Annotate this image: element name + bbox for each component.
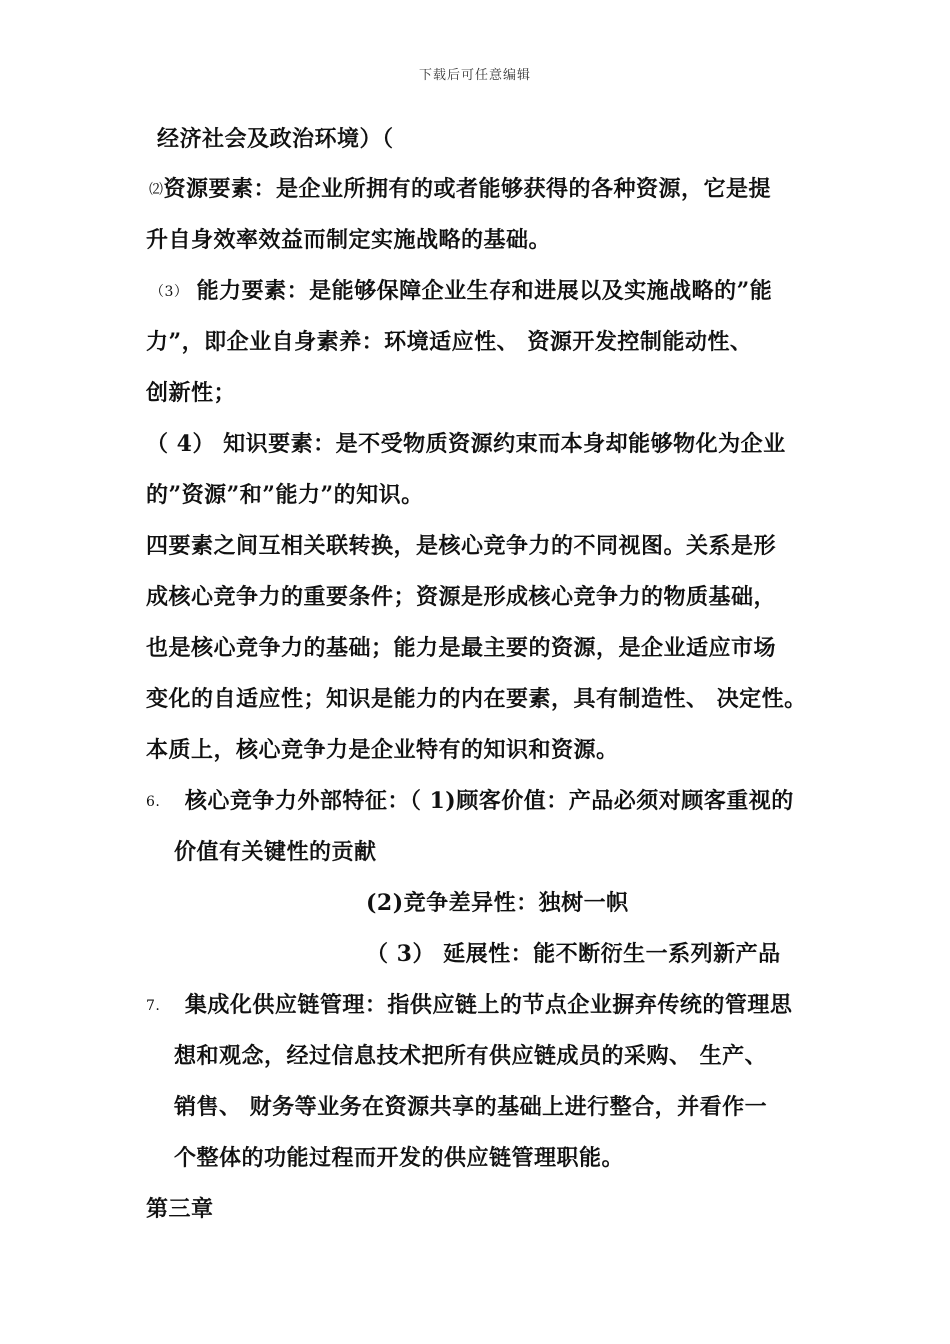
text-line: （ 3） 延展性：能不断衍生一系列新产品 [366, 941, 781, 967]
text-line: 核心竞争力外部特征：（ 1)顾客价值：产品必须对顾客重视的 [184, 788, 794, 814]
text-line: 的”资源”和”能力”的知识。 [146, 482, 424, 508]
text-line: 本质上，核心竞争力是企业特有的知识和资源。 [146, 737, 619, 763]
text-line: 也是核心竞争力的基础；能力是最主要的资源，是企业适应市场 [146, 635, 777, 661]
text-line: 成核心竞争力的重要条件；资源是形成核心竞争力的物质基础， [146, 584, 777, 610]
text-line: 集成化供应链管理：指供应链上的节点企业摒弃传统的管理思 [184, 992, 793, 1018]
chapter-heading: 第三章 [146, 1196, 214, 1222]
text-line: 能力要素：是能够保障企业生存和进展以及实施战略的”能 [196, 278, 773, 304]
item-number-7: 7. [146, 998, 161, 1014]
text-line: 销售、 财务等业务在资源共享的基础上进行整合，并看作一 [174, 1094, 768, 1120]
text-line-item-7 [146, 990, 792, 1021]
page-header: 下载后可任意编辑 [418, 68, 531, 83]
text-line: 四要素之间互相关联转换，是核心竞争力的不同视图。关系是形 [146, 533, 777, 559]
text-line: 力”，即企业自身素养：环境适应性、 资源开发控制能动性、 [146, 329, 753, 355]
text-line: 变化的自适应性；知识是能力的内在要素，具有制造性、 决定性。 [146, 686, 807, 712]
text-line: 升自身效率效益而制定实施战略的基础。 [146, 227, 552, 253]
text-line: 价值有关键性的贡献 [174, 839, 377, 865]
item-marker-2: ⑵ [149, 182, 164, 198]
text-line: 创新性； [146, 380, 237, 406]
text-line: (2)竞争差异性：独树一帜 [366, 890, 629, 916]
text-line: 经济社会及政治环境）（ [157, 126, 394, 152]
item-number-6: 6. [146, 794, 161, 810]
text-line: 个整体的功能过程而开发的供应链管理职能。 [174, 1145, 625, 1171]
text-line-item-3 [150, 276, 772, 307]
item-marker-3: （3） [150, 284, 189, 300]
text-line: 想和观念，经过信息技术把所有供应链成员的采购、 生产、 [174, 1043, 768, 1069]
text-line-item-2 [149, 174, 771, 205]
text-line: （ 4） 知识要素：是不受物质资源约束而本身却能够物化为企业 [146, 431, 786, 457]
text-line: 资源要素：是企业所拥有的或者能够获得的各种资源，它是提 [163, 176, 772, 202]
text-line-item-6 [146, 786, 794, 817]
